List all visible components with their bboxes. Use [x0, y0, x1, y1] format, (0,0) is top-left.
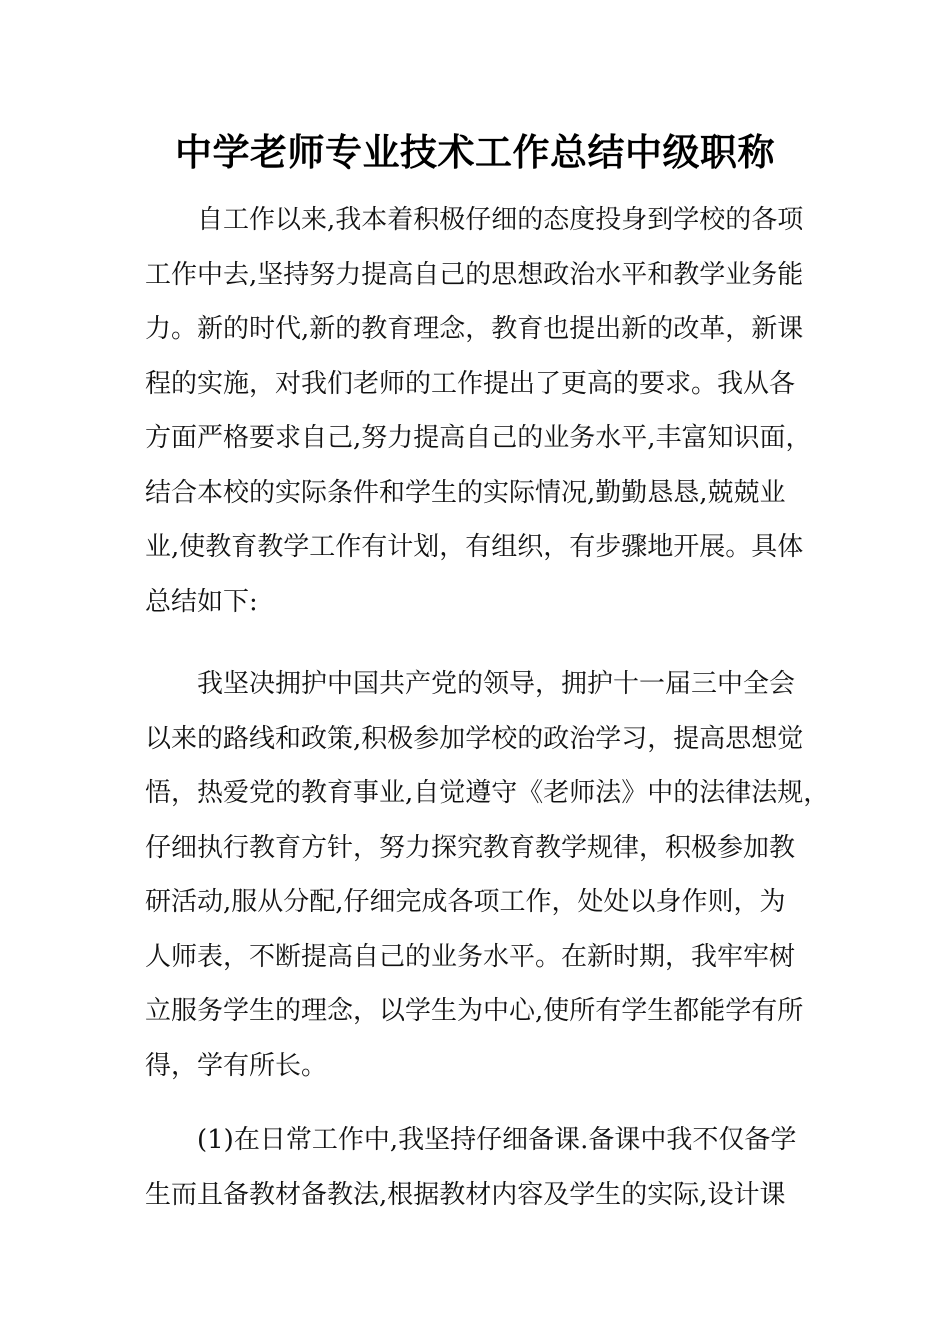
document-title: 中学老师专业技术工作总结中级职称	[175, 131, 775, 174]
text-line: 总结如下:	[145, 586, 258, 617]
text-line: 以来的路线和政策,积极参加学校的政治学习，提高思想觉	[145, 723, 804, 754]
paragraph-1	[145, 193, 815, 629]
text-line: 我坚决拥护中国共产党的领导，拥护十一届三中全会	[197, 669, 796, 699]
text-line: 结合本校的实际条件和学生的实际情况,勤勤恳恳,兢兢业	[145, 477, 786, 508]
text-line: 方面严格要求自己,努力提高自己的业务水平,丰富知识面，	[145, 423, 812, 453]
text-line: 人师表，不断提高自己的业务水平。在新时期，我牢牢树	[145, 941, 796, 972]
text-line: 业,使教育教学工作有计划，有组织，有步骤地开展。具体	[145, 532, 804, 562]
paragraph-3	[145, 1113, 815, 1222]
text-line: 立服务学生的理念，以学生为中心,使所有学生都能学有所	[145, 996, 804, 1026]
text-line: 研活动,服从分配,仔细完成各项工作，处处以身作则，为	[145, 887, 786, 917]
text-line: 工作中去,坚持努力提高自己的思想政治水平和教学业务能	[145, 259, 804, 290]
text-line: 生而且备教材备教法,根据教材内容及学生的实际,设计课	[145, 1179, 786, 1210]
text-line: 仔细执行教育方针，努力探究教育教学规律，积极参加教	[145, 832, 796, 863]
text-line: 悟，热爱党的教育事业,自觉遵守《老师法》中的法律法规，	[145, 778, 830, 808]
text-line: 力。新的时代,新的教育理念，教育也提出新的改革，新课	[145, 314, 804, 344]
text-line: 程的实施，对我们老师的工作提出了更高的要求。我从各	[145, 368, 796, 399]
text-line: 得，学有所长。	[145, 1050, 328, 1081]
text-line: (1)在日常工作中,我坚持仔细备课.备课中我不仅备学	[197, 1125, 797, 1155]
text-line: 自工作以来,我本着积极仔细的态度投身到学校的各项	[197, 205, 804, 235]
paragraph-2	[145, 657, 830, 1093]
